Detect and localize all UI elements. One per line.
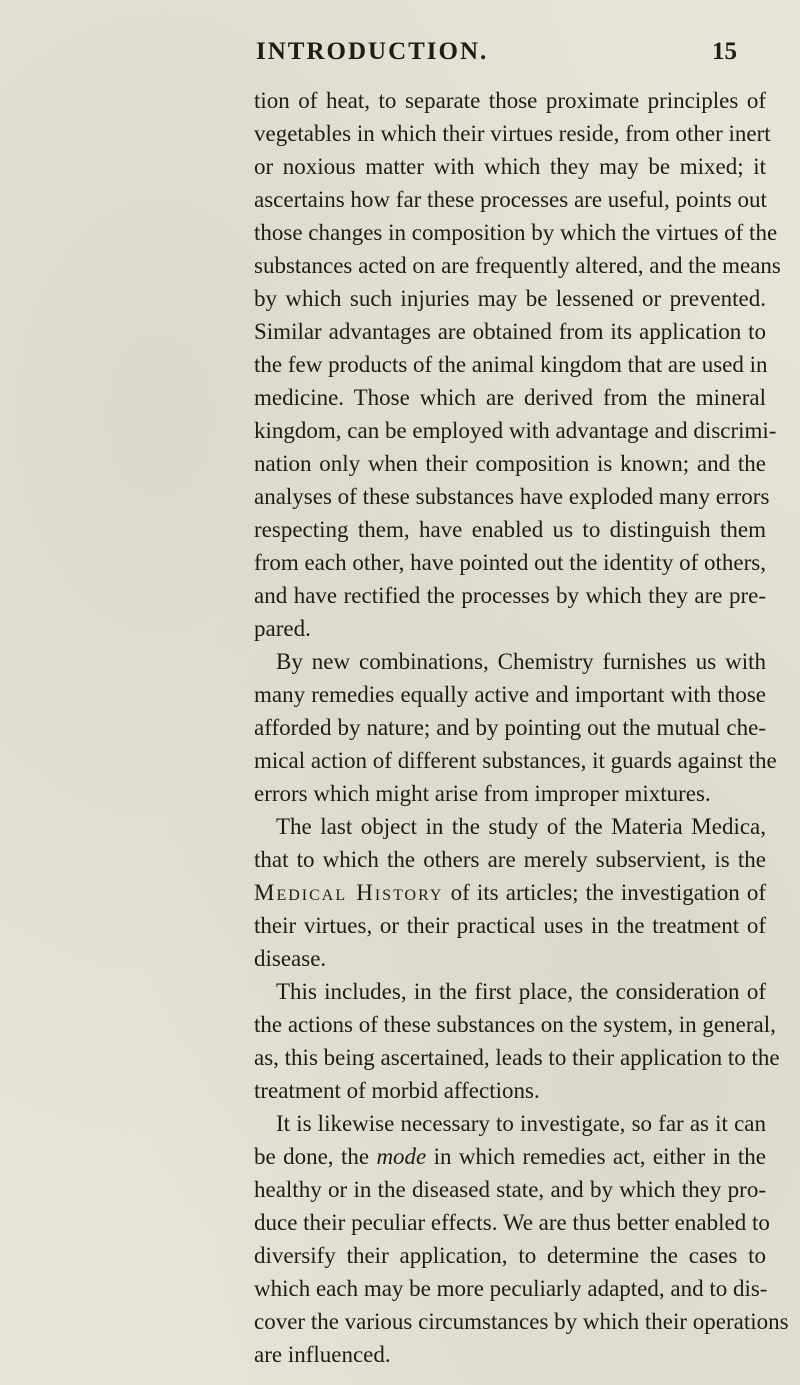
text-line: those changes in composition by which the virtues of the [254, 220, 778, 245]
body-text [254, 84, 789, 1371]
text-line: errors which might arise from improper mixtures. [254, 781, 711, 806]
text-line: that to which the others are merely subservient, is the [254, 847, 766, 872]
text-line: afforded by nature; and by pointing out the mutual che- [254, 715, 766, 740]
text-line: by which such injuries may be lessened or prevented. [254, 286, 766, 311]
text-line: as, this being ascertained, leads to their application to the [254, 1045, 780, 1070]
text-line: and have rectified the processes by which they are pre- [254, 583, 766, 608]
text-line: mical action of different substances, it guards against the [254, 748, 777, 773]
text-line: pared. [254, 616, 311, 641]
text-line: kingdom, can be employed with advantage and discrimi- [254, 418, 777, 443]
text-line [254, 876, 766, 909]
text-line: duce their peculiar effects. We are thus better enabled to [254, 1210, 770, 1235]
text-line: are influenced. [254, 1342, 391, 1367]
text-line: nation only when their composition is known; and the [254, 451, 766, 476]
page-number: 15 [712, 38, 737, 65]
text-line: from each other, have pointed out the identity of others, [254, 550, 766, 575]
small-caps-run: Medical History [254, 880, 444, 905]
text-line: or noxious matter with which they may be mixed; it [254, 154, 766, 179]
text-line: respecting them, have enabled us to distinguish them [254, 517, 766, 542]
text-line: the few products of the animal kingdom that are used in [254, 352, 768, 377]
text-line: the actions of these substances on the system, in general, [254, 1012, 776, 1037]
text-line: By new combinations, Chemistry furnishes us with [276, 649, 766, 674]
text-line: diversify their application, to determine the cases to [254, 1243, 766, 1268]
running-head [0, 38, 800, 68]
text-run: be done, the [254, 1144, 377, 1169]
text-line: The last object in the study of the Materia Medica, [276, 814, 766, 839]
text-line: Similar advantages are obtained from its application to [254, 319, 766, 344]
text-run: in which remedies act, either in the [426, 1144, 766, 1169]
text-run: of its articles; the investigation of [443, 880, 767, 905]
text-line: which each may be more peculiarly adapted, and to dis- [254, 1276, 768, 1301]
text-line: medicine. Those which are derived from the mineral [254, 385, 766, 410]
running-title: INTRODUCTION. [256, 38, 489, 65]
text-line [254, 1140, 766, 1173]
text-line: healthy or in the diseased state, and by which they pro- [254, 1177, 766, 1202]
text-line: cover the various circumstances by which their operations [254, 1309, 789, 1334]
text-line: This includes, in the first place, the consideration of [276, 979, 766, 1004]
text-line: tion of heat, to separate those proximate principles of [254, 88, 766, 113]
text-line: ascertains how far these processes are useful, points out [254, 187, 767, 212]
text-line: their virtues, or their practical uses in the treatment of [254, 913, 766, 938]
text-line: many remedies equally active and important with those [254, 682, 766, 707]
text-line: vegetables in which their virtues reside, from other inert [254, 121, 771, 146]
text-line: substances acted on are frequently altered, and the means [254, 253, 781, 278]
text-line: It is likewise necessary to investigate, so far as it can [276, 1111, 766, 1136]
text-line: disease. [254, 946, 327, 971]
text-line: treatment of morbid affections. [254, 1078, 540, 1103]
italic-run: mode [376, 1144, 427, 1169]
text-line: analyses of these substances have exploded many errors [254, 484, 770, 509]
